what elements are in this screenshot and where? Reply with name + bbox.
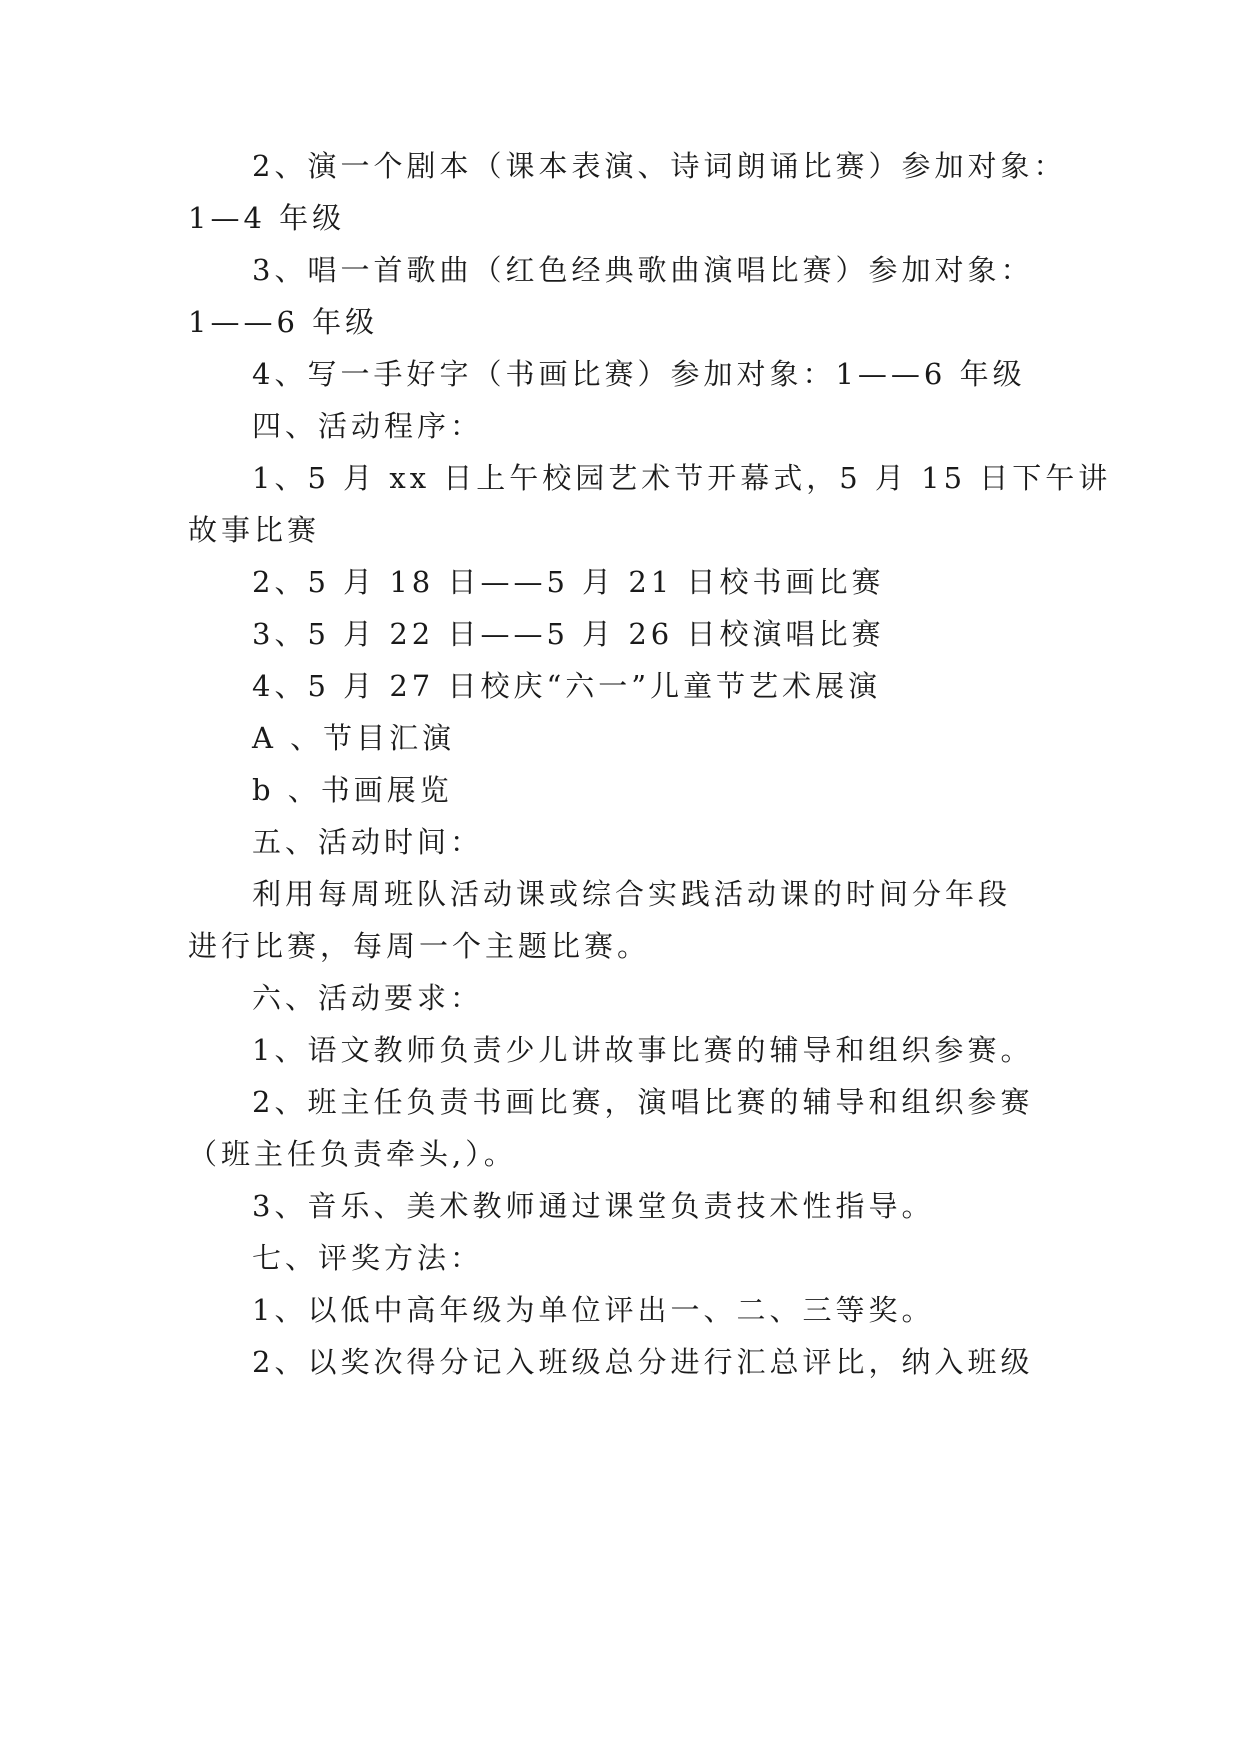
paragraph-line: 2、班主任负责书画比赛，演唱比赛的辅导和组织参赛 xyxy=(252,1085,1034,1119)
paragraph-line: 2、以奖次得分记入班级总分进行汇总评比，纳入班级 xyxy=(252,1345,1034,1379)
paragraph-line: 1、语文教师负责少儿讲故事比赛的辅导和组织参赛。 xyxy=(252,1033,1034,1067)
paragraph-line: 1—4 年级 xyxy=(188,201,346,235)
paragraph-line: b 、书画展览 xyxy=(252,773,453,807)
paragraph-line: 1、以低中高年级为单位评出一、二、三等奖。 xyxy=(252,1293,935,1327)
paragraph-line: 4、写一手好字（书画比赛）参加对象：1——6 年级 xyxy=(252,357,1026,391)
paragraph-line: 进行比赛，每周一个主题比赛。 xyxy=(188,929,651,963)
paragraph-line: 2、演一个剧本（课本表演、诗词朗诵比赛）参加对象： xyxy=(252,149,1067,183)
section-heading: 六、活动要求： xyxy=(252,981,484,1015)
paragraph-line: 故事比赛 xyxy=(188,513,321,547)
paragraph-line: 2、5 月 18 日——5 月 21 日校书画比赛 xyxy=(252,565,885,599)
paragraph-line: 利用每周班队活动课或综合实践活动课的时间分年段 xyxy=(252,877,1012,911)
paragraph-line: 3、5 月 22 日——5 月 26 日校演唱比赛 xyxy=(252,617,885,651)
paragraph-line: 4、5 月 27 日校庆“六一”儿童节艺术展演 xyxy=(252,669,882,703)
paragraph-line: 3、唱一首歌曲（红色经典歌曲演唱比赛）参加对象： xyxy=(252,253,1034,287)
paragraph-line: 3、音乐、美术教师通过课堂负责技术性指导。 xyxy=(252,1189,935,1223)
paragraph-line: 1、5 月 xx 日上午校园艺术节开幕式，5 月 15 日下午讲 xyxy=(252,461,1112,495)
section-heading: 七、评奖方法： xyxy=(252,1241,484,1275)
section-heading: 五、活动时间： xyxy=(252,825,484,859)
paragraph-line: A 、节目汇演 xyxy=(252,721,456,755)
paragraph-line: 1——6 年级 xyxy=(188,305,379,339)
paragraph-line: （班主任负责牵头,）。 xyxy=(188,1137,517,1171)
section-heading: 四、活动程序： xyxy=(252,409,484,443)
